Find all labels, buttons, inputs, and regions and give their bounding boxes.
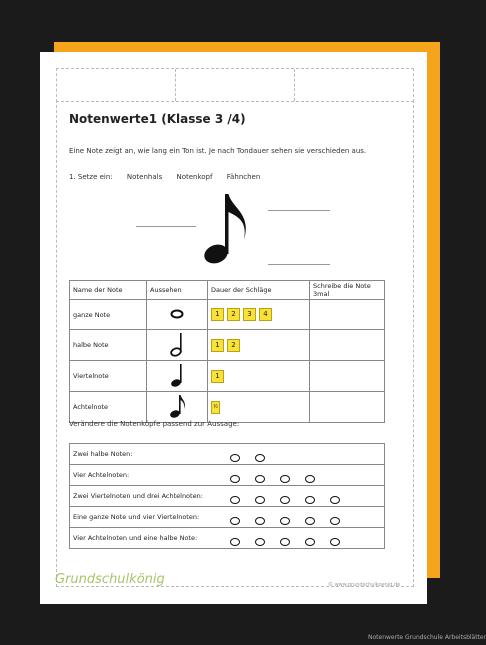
write-field[interactable] [310,392,385,423]
table-row [70,444,385,465]
table-row [70,392,385,423]
notehead-icon[interactable] [280,538,290,546]
table-header: Dauer der Schläge [208,281,310,300]
eighth-note-icon [200,190,260,270]
page-title: Notenwerte1 (Klasse 3 /4) [69,112,246,126]
beat-box: 2 [227,308,240,321]
note-name: ganze Note [70,300,147,330]
task-word-faehnchen: Fähnchen [226,173,261,181]
note-name: Viertelnote [70,361,147,392]
change-instruction: Verändere die Notenköpfe passend zur Aussage: [69,420,240,428]
notehead-icon[interactable] [330,496,340,504]
notehead-icon[interactable] [255,496,265,504]
copyright-text: © www.grundschulkoenig.de [328,582,401,588]
beat-box: 3 [243,308,256,321]
statement-label: Zwei halbe Noten: [73,450,133,458]
statement-label: Eine ganze Note und vier Viertelnoten: [73,513,200,521]
note-name: halbe Note [70,330,147,361]
notehead-group[interactable] [230,517,355,527]
beat-box: ½ [211,401,220,414]
beat-boxes [208,392,310,423]
notehead-icon[interactable] [305,496,315,504]
notehead-group[interactable] [230,496,355,506]
eighth-note-diagram [136,190,336,270]
beat-box: 1 [211,370,224,383]
note-name: Achtelnote [70,392,147,423]
table-header: Name der Note [70,281,147,300]
notehead-icon[interactable] [230,454,240,462]
notehead-icon[interactable] [330,538,340,546]
notehead-icon[interactable] [280,475,290,483]
notehead-icon[interactable] [280,496,290,504]
task-1 [69,173,272,181]
note-appearance [147,300,208,330]
quarter-note-icon [169,362,185,388]
statement-label: Vier Achtelnoten und eine halbe Note: [73,534,198,542]
worksheet [40,52,427,604]
table-header: Aussehen [147,281,208,300]
notehead-icon[interactable] [230,496,240,504]
notehead-icon[interactable] [305,475,315,483]
half-note-icon [169,331,185,357]
statement-label: Vier Achtelnoten: [73,471,130,479]
notehead-icon[interactable] [280,517,290,525]
notehead-icon[interactable] [230,517,240,525]
task-prefix: 1. Setze ein: [69,173,113,181]
table-header: Schreibe die Note 3mal [310,281,385,300]
image-caption: Notenwerte Grundschule Arbeitsblätter [368,634,486,641]
notehead-group[interactable] [230,538,355,548]
beat-boxes [208,300,310,330]
task-word-notenkopf: Notenkopf [176,173,213,181]
notehead-icon[interactable] [230,475,240,483]
write-field[interactable] [310,361,385,392]
eighth-note-small-icon [168,393,186,419]
brand-logo: Grundschulkönig [55,572,165,587]
header-strip [56,68,414,102]
table-row [70,486,385,507]
task-word-notenhals: Notenhals [126,173,163,181]
beat-box: 4 [259,308,272,321]
notehead-icon[interactable] [255,538,265,546]
beat-boxes [208,330,310,361]
note-appearance [147,392,208,423]
notehead-icon[interactable] [255,475,265,483]
notehead-icon[interactable] [330,517,340,525]
table-row [70,465,385,486]
note-values-table [69,280,385,423]
note-appearance [147,330,208,361]
write-field[interactable] [310,330,385,361]
table-row [70,528,385,549]
statement-label: Zwei Viertelnoten und drei Achtelnoten: [73,492,203,500]
notehead-icon[interactable] [255,517,265,525]
intro-text: Eine Note zeigt an, wie lang ein Ton ist. Je nach Tondauer sehen sie verschieden aus. [69,147,367,155]
table-row [70,361,385,392]
whole-note-icon [170,309,184,319]
change-noteheads-table [69,443,385,549]
notehead-icon[interactable] [305,538,315,546]
table-row [70,300,385,330]
table-row [70,330,385,361]
notehead-icon[interactable] [305,517,315,525]
beat-box: 1 [211,308,224,321]
write-field[interactable] [310,300,385,330]
notehead-icon[interactable] [230,538,240,546]
table-row [70,507,385,528]
beat-box: 1 [211,339,224,352]
beat-boxes [208,361,310,392]
note-appearance [147,361,208,392]
notehead-group[interactable] [230,475,330,485]
notehead-group[interactable] [230,454,280,464]
notehead-icon[interactable] [255,454,265,462]
beat-box: 2 [227,339,240,352]
